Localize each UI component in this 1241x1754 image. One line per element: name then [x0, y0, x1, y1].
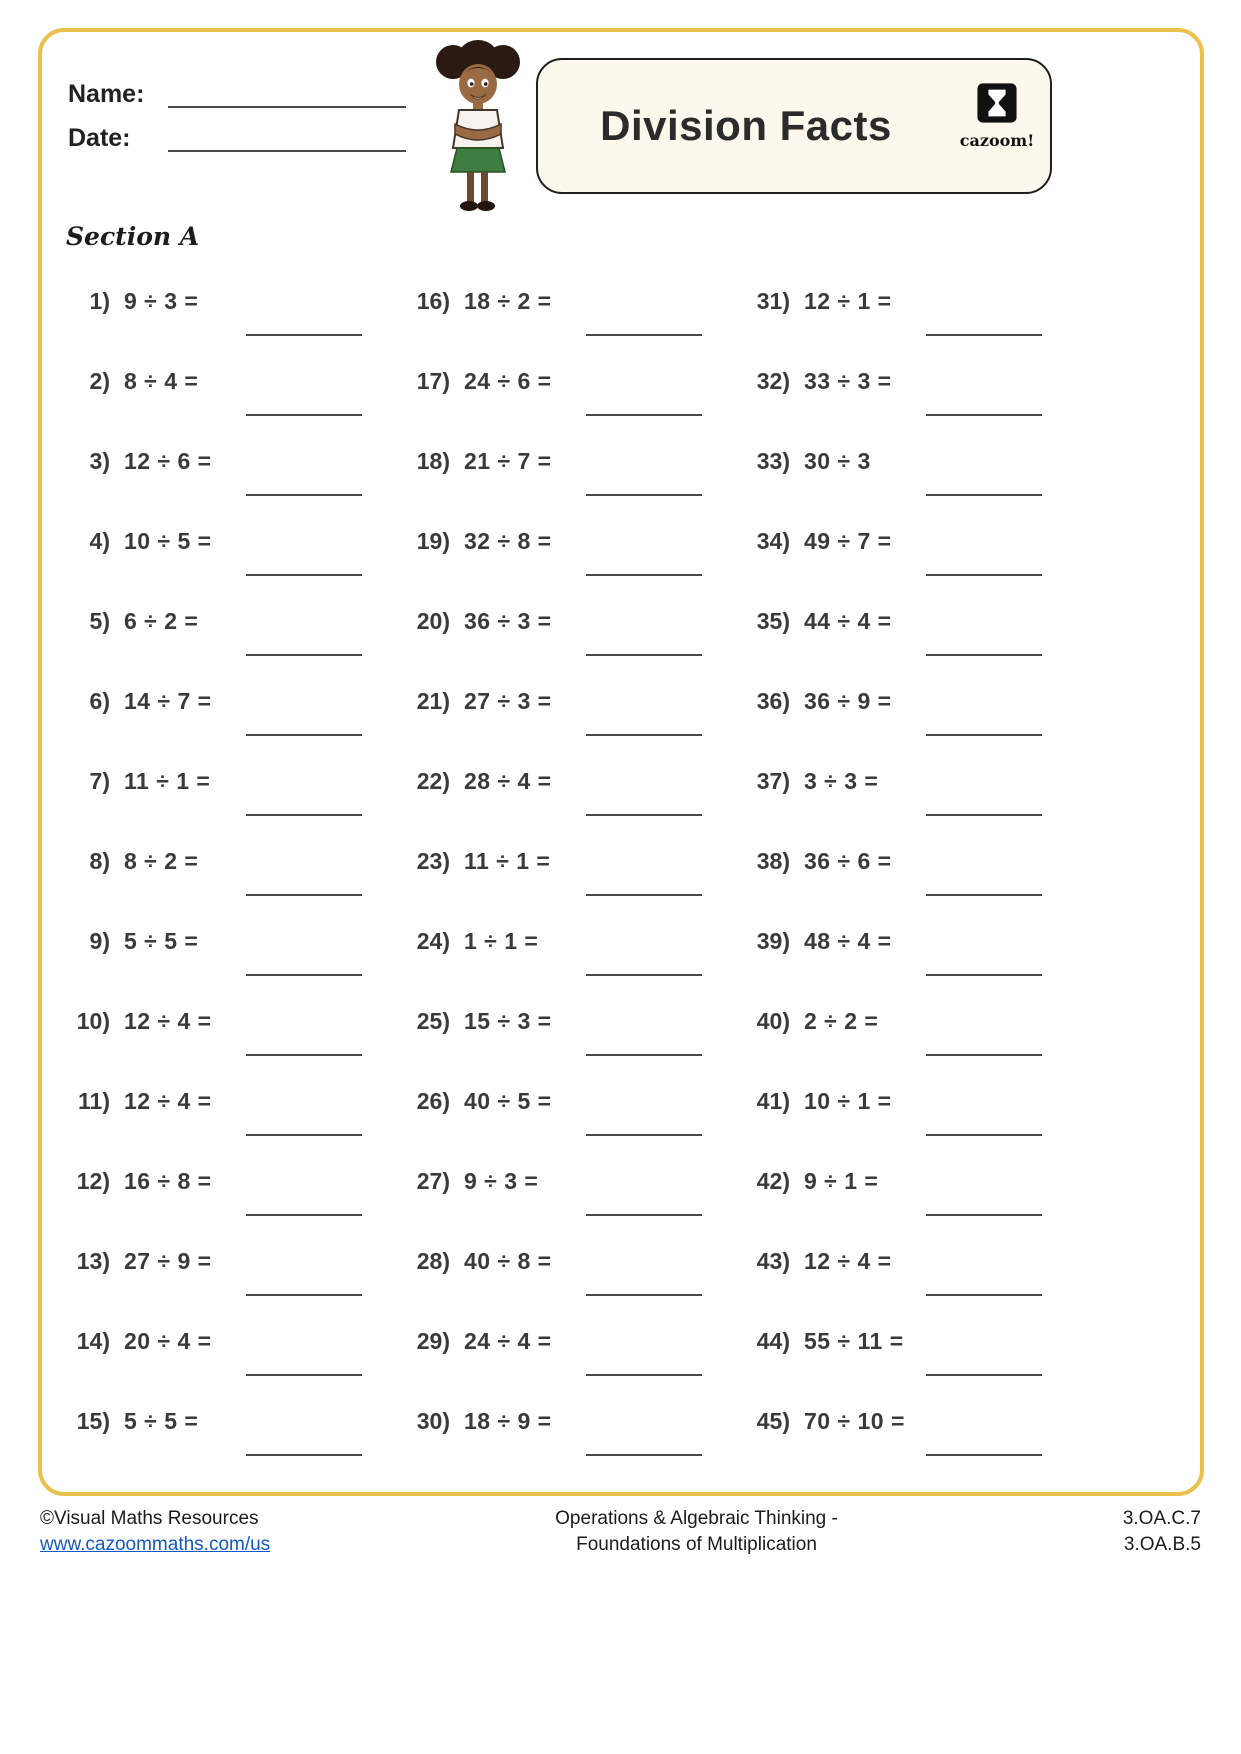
- problem-item: [400, 608, 740, 688]
- problem-item: [740, 288, 1080, 368]
- answer-line: [586, 494, 702, 496]
- problem-item: [740, 368, 1080, 448]
- problem-expression: 24 ÷ 6 =: [464, 368, 552, 394]
- problem-number: 23): [416, 848, 450, 874]
- problem-expression: 48 ÷ 4 =: [804, 928, 892, 954]
- problem-number: 3): [89, 448, 110, 474]
- problem-item: [740, 768, 1080, 848]
- problem-number: 2): [89, 368, 110, 394]
- problem-number: 32): [756, 368, 790, 394]
- problem-item: [740, 1008, 1080, 1088]
- problem-expression: 49 ÷ 7 =: [804, 528, 892, 554]
- problem-item: [60, 1248, 400, 1328]
- standard-code-1: 3.OA.C.7: [1122, 1508, 1201, 1529]
- problems-column-3: [740, 288, 1080, 1488]
- problem-item: [60, 1328, 400, 1408]
- answer-line: [926, 1214, 1042, 1216]
- answer-line: [926, 814, 1042, 816]
- problem-number: 14): [76, 1328, 110, 1354]
- problem-number: 29): [416, 1328, 450, 1354]
- problem-item: [60, 688, 400, 768]
- date-blank-line: [168, 150, 406, 152]
- footer-topic-line1: Operations & Algebraic Thinking -: [555, 1508, 838, 1529]
- problem-expression: 70 ÷ 10 =: [804, 1408, 905, 1434]
- problem-number: 33): [756, 448, 790, 474]
- problem-number: 27): [416, 1168, 450, 1194]
- answer-line: [246, 574, 362, 576]
- problem-expression: 36 ÷ 6 =: [804, 848, 892, 874]
- problem-item: [400, 1328, 740, 1408]
- problem-number: 42): [756, 1168, 790, 1194]
- problem-item: [400, 1168, 740, 1248]
- footer-left: [40, 1506, 270, 1557]
- answer-line: [926, 974, 1042, 976]
- copyright-text: ©Visual Maths Resources: [40, 1508, 259, 1529]
- answer-line: [246, 414, 362, 416]
- problem-expression: 8 ÷ 2 =: [124, 848, 199, 874]
- problem-expression: 15 ÷ 3 =: [464, 1008, 552, 1034]
- problem-expression: 30 ÷ 3: [804, 448, 871, 474]
- answer-line: [246, 654, 362, 656]
- answer-line: [246, 974, 362, 976]
- hourglass-icon: [976, 82, 1018, 124]
- problem-number: 1): [89, 288, 110, 314]
- logo-text: cazoom!: [959, 131, 1035, 150]
- problem-expression: 5 ÷ 5 =: [124, 1408, 199, 1434]
- answer-line: [926, 494, 1042, 496]
- problem-number: 34): [756, 528, 790, 554]
- problem-expression: 6 ÷ 2 =: [124, 608, 199, 634]
- problem-item: [400, 1008, 740, 1088]
- problem-expression: 16 ÷ 8 =: [124, 1168, 212, 1194]
- problem-item: [60, 448, 400, 528]
- section-title: Section A: [66, 222, 200, 251]
- problem-item: [60, 368, 400, 448]
- answer-line: [586, 734, 702, 736]
- name-blank-line: [168, 106, 406, 108]
- answer-line: [926, 334, 1042, 336]
- problem-expression: 28 ÷ 4 =: [464, 768, 552, 794]
- answer-line: [586, 1054, 702, 1056]
- problem-number: 10): [76, 1008, 110, 1034]
- problem-number: 35): [756, 608, 790, 634]
- problem-number: 26): [416, 1088, 450, 1114]
- standard-code-2: 3.OA.B.5: [1123, 1533, 1201, 1555]
- problem-number: 43): [756, 1248, 790, 1274]
- problem-item: [60, 528, 400, 608]
- answer-line: [246, 334, 362, 336]
- answer-line: [586, 814, 702, 816]
- answer-line: [246, 1134, 362, 1136]
- problem-expression: 9 ÷ 3 =: [464, 1168, 539, 1194]
- problem-expression: 36 ÷ 3 =: [464, 608, 552, 634]
- answer-line: [586, 1294, 702, 1296]
- answer-line: [246, 1054, 362, 1056]
- footer: [40, 1506, 1201, 1557]
- problem-expression: 11 ÷ 1 =: [124, 768, 211, 794]
- problem-number: 16): [416, 288, 450, 314]
- answer-line: [926, 894, 1042, 896]
- problem-number: 22): [416, 768, 450, 794]
- problem-number: 30): [416, 1408, 450, 1434]
- problem-number: 18): [416, 448, 450, 474]
- problem-expression: 36 ÷ 9 =: [804, 688, 892, 714]
- answer-line: [586, 414, 702, 416]
- cazoom-logo: [958, 82, 1036, 150]
- answer-line: [926, 574, 1042, 576]
- problem-item: [60, 768, 400, 848]
- problem-expression: 11 ÷ 1 =: [464, 848, 551, 874]
- problem-number: 36): [756, 688, 790, 714]
- problem-number: 40): [756, 1008, 790, 1034]
- problem-expression: 1 ÷ 1 =: [464, 928, 539, 954]
- answer-line: [586, 894, 702, 896]
- problem-item: [60, 928, 400, 1008]
- problem-item: [400, 288, 740, 368]
- problem-expression: 55 ÷ 11 =: [804, 1328, 904, 1354]
- problem-item: [740, 448, 1080, 528]
- problem-item: [740, 1328, 1080, 1408]
- problem-number: 5): [89, 608, 110, 634]
- problem-item: [400, 768, 740, 848]
- problem-number: 25): [416, 1008, 450, 1034]
- problem-number: 11): [78, 1088, 110, 1114]
- answer-line: [586, 334, 702, 336]
- problem-number: 31): [756, 288, 790, 314]
- problem-expression: 44 ÷ 4 =: [804, 608, 892, 634]
- answer-line: [246, 1454, 362, 1456]
- footer-standards: [1123, 1506, 1201, 1557]
- problem-number: 20): [416, 608, 450, 634]
- problem-expression: 9 ÷ 1 =: [804, 1168, 879, 1194]
- answer-line: [926, 1454, 1042, 1456]
- date-label: Date:: [68, 124, 131, 152]
- problem-number: 8): [89, 848, 110, 874]
- problem-item: [740, 1408, 1080, 1488]
- problem-number: 28): [416, 1248, 450, 1274]
- problem-expression: 9 ÷ 3 =: [124, 288, 199, 314]
- problem-item: [60, 288, 400, 368]
- name-label: Name:: [68, 80, 145, 108]
- problem-number: 17): [416, 368, 450, 394]
- answer-line: [586, 974, 702, 976]
- problem-number: 41): [756, 1088, 790, 1114]
- problem-item: [400, 528, 740, 608]
- answer-line: [246, 1294, 362, 1296]
- answer-line: [586, 1374, 702, 1376]
- problem-number: 37): [756, 768, 790, 794]
- problem-number: 13): [76, 1248, 110, 1274]
- answer-line: [926, 1134, 1042, 1136]
- problem-expression: 18 ÷ 9 =: [464, 1408, 552, 1434]
- footer-topic-line2: Foundations of Multiplication: [576, 1533, 817, 1555]
- problem-expression: 27 ÷ 9 =: [124, 1248, 212, 1274]
- answer-line: [246, 894, 362, 896]
- problem-item: [740, 848, 1080, 928]
- answer-line: [926, 1294, 1042, 1296]
- problem-item: [60, 1168, 400, 1248]
- problem-expression: 40 ÷ 5 =: [464, 1088, 552, 1114]
- problem-expression: 2 ÷ 2 =: [804, 1008, 879, 1034]
- answer-line: [246, 814, 362, 816]
- problem-item: [60, 1008, 400, 1088]
- problem-number: 39): [756, 928, 790, 954]
- answer-line: [246, 734, 362, 736]
- answer-line: [586, 574, 702, 576]
- answer-line: [926, 1054, 1042, 1056]
- problem-expression: 24 ÷ 4 =: [464, 1328, 552, 1354]
- problem-expression: 12 ÷ 6 =: [124, 448, 212, 474]
- problem-number: 4): [89, 528, 110, 554]
- problems-column-1: [60, 288, 400, 1488]
- problem-item: [400, 368, 740, 448]
- answer-line: [246, 1214, 362, 1216]
- problem-number: 19): [416, 528, 450, 554]
- problem-expression: 21 ÷ 7 =: [464, 448, 552, 474]
- problem-item: [60, 1088, 400, 1168]
- problem-item: [740, 1088, 1080, 1168]
- problem-expression: 18 ÷ 2 =: [464, 288, 552, 314]
- problem-item: [400, 1408, 740, 1488]
- problems-grid: [60, 288, 1150, 1488]
- answer-line: [926, 734, 1042, 736]
- problem-number: 45): [756, 1408, 790, 1434]
- answer-line: [246, 494, 362, 496]
- problem-expression: 12 ÷ 4 =: [124, 1008, 212, 1034]
- problem-number: 12): [76, 1168, 110, 1194]
- problem-item: [400, 928, 740, 1008]
- problem-expression: 14 ÷ 7 =: [124, 688, 212, 714]
- problem-expression: 10 ÷ 5 =: [124, 528, 212, 554]
- problem-number: 21): [416, 688, 450, 714]
- answer-line: [926, 414, 1042, 416]
- problem-expression: 8 ÷ 4 =: [124, 368, 199, 394]
- problem-number: 38): [756, 848, 790, 874]
- footer-center: [555, 1506, 838, 1557]
- problem-expression: 12 ÷ 1 =: [804, 288, 892, 314]
- page-title: Division Facts: [600, 102, 892, 149]
- problem-item: [740, 528, 1080, 608]
- problem-item: [60, 848, 400, 928]
- problem-expression: 27 ÷ 3 =: [464, 688, 552, 714]
- problem-expression: 12 ÷ 4 =: [124, 1088, 212, 1114]
- problem-item: [400, 848, 740, 928]
- problem-number: 24): [416, 928, 450, 954]
- problem-number: 15): [76, 1408, 110, 1434]
- problem-number: 7): [89, 768, 110, 794]
- problem-item: [740, 688, 1080, 768]
- problem-expression: 5 ÷ 5 =: [124, 928, 199, 954]
- problem-number: 44): [756, 1328, 790, 1354]
- problems-column-2: [400, 288, 740, 1488]
- problem-item: [400, 688, 740, 768]
- answer-line: [926, 654, 1042, 656]
- problem-expression: 10 ÷ 1 =: [804, 1088, 892, 1114]
- problem-item: [60, 608, 400, 688]
- problem-item: [400, 1088, 740, 1168]
- problem-number: 6): [89, 688, 110, 714]
- problem-expression: 32 ÷ 8 =: [464, 528, 552, 554]
- answer-line: [586, 1214, 702, 1216]
- problem-item: [400, 448, 740, 528]
- website-link[interactable]: www.cazoommaths.com/us: [40, 1533, 271, 1555]
- problem-item: [740, 1248, 1080, 1328]
- problem-number: 9): [89, 928, 110, 954]
- problem-expression: 12 ÷ 4 =: [804, 1248, 892, 1274]
- problem-expression: 20 ÷ 4 =: [124, 1328, 212, 1354]
- title-box: [536, 58, 1052, 194]
- answer-line: [926, 1374, 1042, 1376]
- problem-item: [740, 608, 1080, 688]
- problem-item: [400, 1248, 740, 1328]
- problem-expression: 3 ÷ 3 =: [804, 768, 879, 794]
- problem-item: [60, 1408, 400, 1488]
- problem-item: [740, 928, 1080, 1008]
- problem-item: [740, 1168, 1080, 1248]
- answer-line: [586, 1134, 702, 1136]
- answer-line: [586, 1454, 702, 1456]
- cartoon-girl-illustration: [415, 36, 540, 214]
- answer-line: [246, 1374, 362, 1376]
- answer-line: [586, 654, 702, 656]
- problem-expression: 33 ÷ 3 =: [804, 368, 892, 394]
- problem-expression: 40 ÷ 8 =: [464, 1248, 552, 1274]
